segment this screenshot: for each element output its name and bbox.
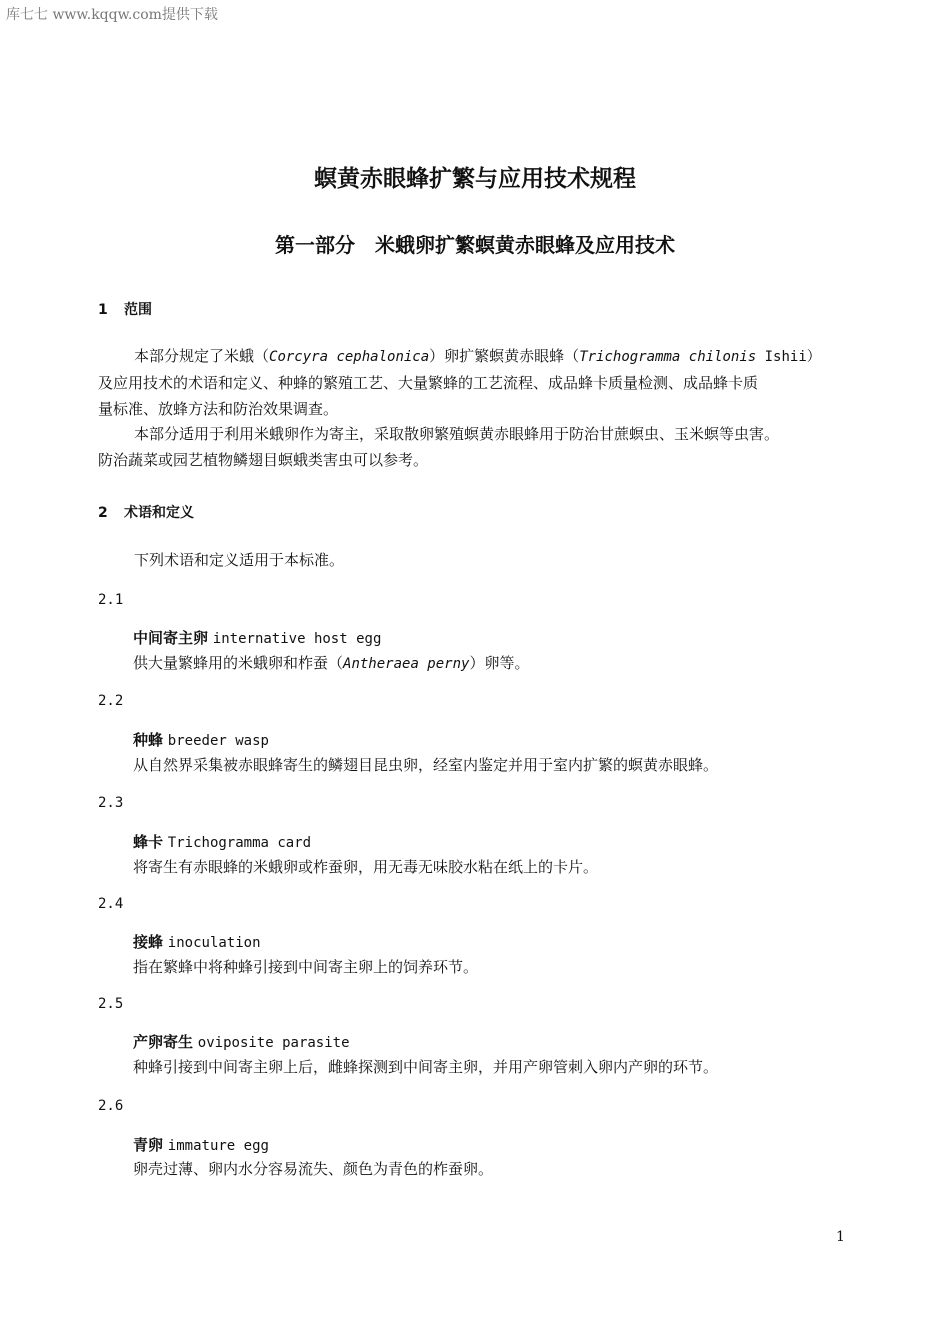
term-entry — [133, 1031, 350, 1052]
clause-number: 2.5 — [98, 996, 124, 1012]
clause-number: 2.2 — [98, 693, 124, 709]
species-author: Ishii） — [756, 349, 821, 365]
term-definition: 将寄生有赤眼蜂的米蛾卵或柞蚕卵，用无毒无味胶水粘在纸上的卡片。 — [133, 858, 599, 876]
species-name: Trichogramma chilonis — [579, 349, 757, 365]
term-english: Trichogramma card — [167, 835, 312, 851]
term-entry — [133, 1134, 269, 1155]
term-entry — [133, 729, 269, 750]
clause-number: 2.3 — [98, 795, 124, 811]
clause-number: 2.1 — [98, 592, 124, 608]
part-title: 第一部分 米蛾卵扩繁螟黄赤眼蜂及应用技术 — [275, 233, 675, 257]
text: 下列术语和定义适用于本标准。 — [134, 551, 345, 569]
term-definition: 卵壳过薄、卵内水分容易流失、颜色为青色的柞蚕卵。 — [133, 1160, 494, 1178]
term-definition: 指在繁蜂中将种蜂引接到中间寄主卵上的饲养环节。 — [133, 958, 479, 976]
section-1-paragraph-2 — [98, 421, 858, 473]
term-chinese: 种蜂 — [133, 731, 164, 749]
text: ）卵等。 — [469, 654, 530, 672]
section-1-title: 范围 — [124, 302, 152, 318]
section-1-heading — [98, 299, 152, 319]
term-entry — [133, 831, 311, 852]
term-english: oviposite parasite — [197, 1035, 350, 1051]
term-english: internative host egg — [212, 631, 382, 647]
term-definition — [133, 652, 529, 673]
term-entry — [133, 931, 261, 952]
section-2-intro — [98, 547, 858, 573]
term-english: breeder wasp — [167, 733, 269, 749]
species-name: Antheraea perny — [343, 656, 470, 672]
clause-number: 2.4 — [98, 896, 124, 912]
watermark: 库七七 www.kqqw.com提供下载 — [6, 7, 218, 23]
text: 本部分适用于利用米蛾卵作为寄主，采取散卵繁殖螟黄赤眼蜂用于防治甘蔗螟虫、玉米螟等虫害。 — [134, 425, 780, 443]
para-1-line-2: 及应用技术的术语和定义、种蜂的繁殖工艺、大量繁蜂的工艺流程、成品蜂卡质量检测、成品蜂卡质 — [98, 374, 759, 392]
section-2-number: 2 — [98, 505, 108, 521]
document-title: 螟黄赤眼蜂扩繁与应用技术规程 — [314, 166, 636, 192]
term-chinese: 中间寄主卵 — [133, 629, 209, 647]
term-entry — [133, 627, 381, 648]
term-english: immature egg — [167, 1138, 269, 1154]
section-2-heading — [98, 502, 194, 522]
term-definition: 从自然界采集被赤眼蜂寄生的鳞翅目昆虫卵，经室内鉴定并用于室内扩繁的螟黄赤眼蜂。 — [133, 756, 719, 774]
text: 供大量繁蜂用的米蛾卵和柞蚕（ — [133, 654, 344, 672]
text: 本部分规定了米蛾（ — [134, 347, 270, 365]
species-name: Corcyra cephalonica — [269, 349, 430, 365]
term-chinese: 蜂卡 — [133, 833, 164, 851]
para-2-line-1 — [98, 421, 858, 447]
section-1-paragraph-1 — [98, 343, 858, 422]
page-number: 1 — [836, 1229, 845, 1245]
para-1-line-1 — [98, 343, 858, 370]
section-1-number: 1 — [98, 302, 108, 318]
para-1-line-3: 量标准、放蜂方法和防治效果调查。 — [98, 400, 339, 418]
para-2-line-2: 防治蔬菜或园艺植物鳞翅目螟蛾类害虫可以参考。 — [98, 451, 429, 469]
text: ）卵扩繁螟黄赤眼蜂（ — [429, 347, 580, 365]
term-chinese: 接蜂 — [133, 933, 164, 951]
term-chinese: 青卵 — [133, 1136, 164, 1154]
term-english: inoculation — [167, 935, 261, 951]
section-2-title: 术语和定义 — [124, 505, 194, 521]
term-definition: 种蜂引接到中间寄主卵上后，雌蜂探测到中间寄主卵，并用产卵管刺入卵内产卵的环节。 — [133, 1058, 719, 1076]
term-chinese: 产卵寄生 — [133, 1033, 194, 1051]
clause-number: 2.6 — [98, 1098, 124, 1114]
